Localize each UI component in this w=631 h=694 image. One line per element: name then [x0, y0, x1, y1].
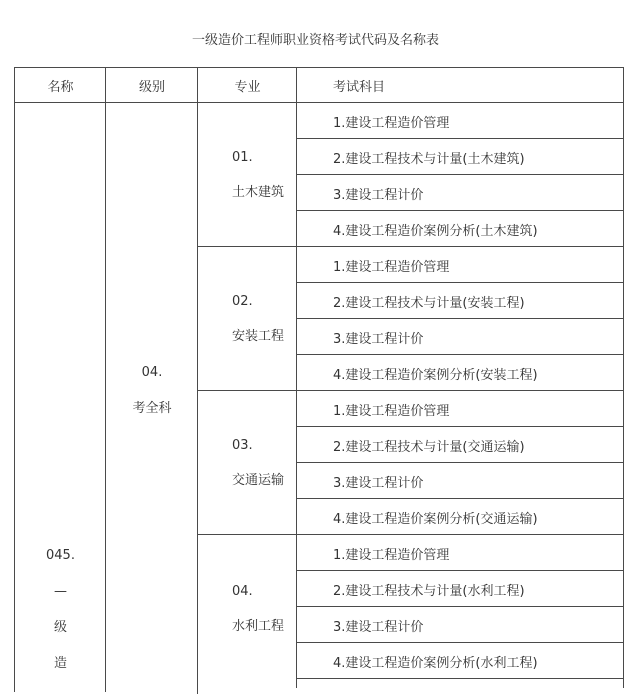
subject-row: [296, 210, 624, 247]
subject-row: [296, 462, 624, 499]
name-line: 045.: [46, 548, 75, 563]
subject-row: [296, 318, 624, 355]
subject-row: [296, 354, 624, 391]
subject-row: [296, 642, 624, 679]
header-major: [197, 67, 297, 103]
major-label: 安装工程: [232, 329, 285, 344]
major-cell-installation: [197, 246, 297, 391]
header-level: [105, 67, 198, 103]
subject-row: [296, 138, 624, 175]
header-name-label: 名称: [47, 80, 74, 95]
header-name: [14, 67, 106, 103]
subject-text: 3.建设工程计价: [333, 619, 424, 635]
major-cell-civil: [197, 102, 297, 247]
name-line: 级: [53, 620, 67, 635]
subject-row: [296, 570, 624, 607]
major-code: 01.: [232, 150, 253, 165]
subject-text: 3.建设工程计价: [333, 187, 424, 203]
major-code: 03.: [232, 438, 253, 453]
subject-text: 2.建设工程技术与计量(土木建筑): [333, 151, 525, 167]
subject-text: 1.建设工程造价管理: [333, 115, 450, 131]
major-label: 土木建筑: [232, 185, 285, 200]
name-line: —: [54, 584, 67, 599]
header-subjects-label: 考试科目: [333, 80, 386, 95]
major-cell-water: [197, 534, 297, 694]
level-line: 考全科: [132, 401, 172, 416]
subject-text: 1.建设工程造价管理: [333, 547, 450, 563]
subject-text: 1.建设工程造价管理: [333, 259, 450, 275]
header-major-label: 专业: [234, 80, 261, 95]
subject-row: [296, 282, 624, 319]
major-cell-transport: [197, 390, 297, 535]
subject-text: 4.建设工程造价案例分析(交通运输): [333, 511, 538, 527]
major-code: 02.: [232, 294, 253, 309]
subject-row: [296, 390, 624, 427]
subject-text: 2.建设工程技术与计量(安装工程): [333, 295, 525, 311]
subject-text: 3.建设工程计价: [333, 331, 424, 347]
subject-row: [296, 102, 624, 139]
major-label: 交通运输: [232, 473, 285, 488]
subject-row: [296, 606, 624, 643]
subject-row: [296, 174, 624, 211]
subject-text: 2.建设工程技术与计量(交通运输): [333, 439, 525, 455]
header-level-label: 级别: [138, 80, 165, 95]
subject-text: 3.建设工程计价: [333, 475, 424, 491]
page-title: 一级造价工程师职业资格考试代码及名称表: [191, 33, 439, 48]
subject-row: [296, 246, 624, 283]
header-subjects: [296, 67, 624, 103]
subject-row-cut: [296, 678, 624, 688]
subject-text: 4.建设工程造价案例分析(安装工程): [333, 367, 538, 383]
subject-row: [296, 534, 624, 571]
level-cell: [105, 102, 198, 692]
subject-text: 2.建设工程技术与计量(水利工程): [333, 583, 525, 599]
major-code: 04.: [232, 583, 253, 599]
subject-row: [296, 498, 624, 535]
name-cell: [14, 102, 106, 692]
subject-text: 4.建设工程造价案例分析(土木建筑): [333, 223, 538, 239]
name-line: 造: [53, 656, 67, 671]
subject-text: 1.建设工程造价管理: [333, 403, 450, 419]
subject-row: [296, 426, 624, 463]
major-label: 水利工程: [232, 618, 285, 634]
subject-text: 4.建设工程造价案例分析(水利工程): [333, 655, 538, 671]
level-line: 04.: [141, 365, 163, 380]
